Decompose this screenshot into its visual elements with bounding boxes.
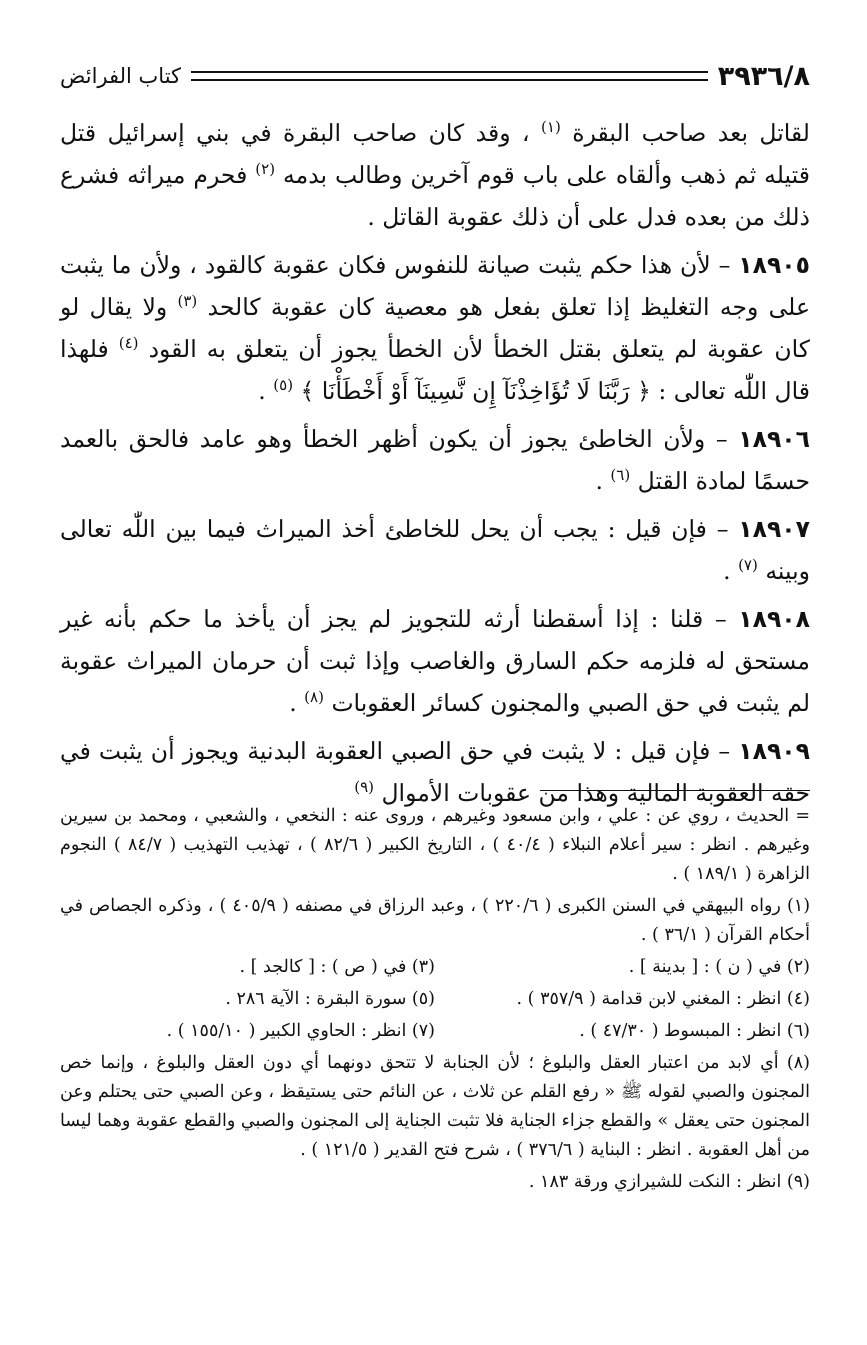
footnote-3: (٣) في ( ص ) : [ كالجد ] . bbox=[239, 957, 435, 977]
text-segment: – ولأن الخاطئ يجوز أن يكون أظهر الخطأ وهو عامد فالحق بالعمد حسمًا لمادة القتل bbox=[60, 425, 810, 495]
footnote-separator bbox=[540, 790, 810, 791]
footnote-9: (٩) انظر : النكت للشيرازي ورقة ١٨٣ . bbox=[528, 1172, 810, 1192]
header-double-rule bbox=[191, 71, 708, 81]
footnote-ref-6: (٦) bbox=[610, 466, 631, 485]
text-segment: . bbox=[723, 557, 731, 585]
text-segment: لقاتل بعد صاحب البقرة bbox=[572, 119, 810, 147]
quran-verse: ﴿ رَبَّنَا لَا تُؤَاخِذْنَآ إِن نَّسِينَآ أَوْ أَخْطَأْنَا ﴾ bbox=[300, 377, 651, 405]
footnote-row bbox=[60, 985, 810, 1014]
main-text bbox=[60, 112, 810, 820]
footnote-continued: = الحديث ، روي عن : علي ، وابن مسعود وغيرهم ، وروى عنه : النخعي ، والشعبي ، ومحمد بن سيرين وغيرهم . انظر : سير أعلام النبلاء ( ٤٠/٤ ) ، التاريخ الكبير ( ٨٢/٦ ) ، تهذيب التهذيب ( ٨٤/٧ ) النجوم الزاهرة ( ١٨٩/١ ) . bbox=[60, 806, 811, 884]
paragraph-number: ١٨٩٠٥ bbox=[738, 251, 810, 279]
text-segment: فلهذا قال اللّٰه تعالى : bbox=[60, 335, 810, 405]
paragraph-number: ١٨٩٠٨ bbox=[738, 605, 810, 633]
page-number: ٣٩٣٦/٨ bbox=[717, 60, 810, 92]
text-segment: . bbox=[258, 377, 266, 405]
paragraph-18905 bbox=[60, 244, 810, 412]
footnote-row bbox=[60, 953, 810, 982]
footnote-2: (٢) في ( ن ) : [ بدينة ] . bbox=[628, 957, 810, 977]
text-segment: ولا يقال لو كان عقوبة لم يتعلق بقتل الخطأ لأن الخطأ يجوز أن يتعلق به القود bbox=[60, 293, 810, 363]
footnote-8: (٨) أي لابد من اعتبار العقل والبلوغ ؛ لأن الجنابة لا تتحق دونهما أي دون العقل والبلوغ ، وإنما خص المجنون والصبي لقوله ﷺ « رفع القلم عن ثلاث ، عن النائم حتى يستيقظ ، وعن الصبي حتى يحتلم وعن المجنون حتى يعقل » والقطع جزاء الجناية فلا تثبت الجناية إلى المجنون والصبي والقطع عقوبة وهما ليسا من أهل العقوبة . انظر : البناية ( ٣٧٦/٦ ) ، شرح فتح القدير ( ١٢١/٥ ) . bbox=[60, 1053, 810, 1160]
book-title: كتاب الفرائض bbox=[60, 64, 182, 88]
paragraph-number: ١٨٩٠٩ bbox=[738, 737, 810, 765]
footnote-row bbox=[60, 1017, 810, 1046]
footnote-1: (١) رواه البيهقي في السنن الكبرى ( ٢٢٠/٦ ) ، وعبد الرزاق في مصنفه ( ٤٠٥/٩ ) ، وذكره الجصاص في أحكام القرآن ( ٣٦/١ ) . bbox=[60, 896, 811, 945]
text-segment: . bbox=[595, 467, 603, 495]
book-page bbox=[60, 50, 810, 1320]
text-segment: فحرم ميراثه فشرع ذلك من بعده فدل على أن ذلك عقوبة القاتل . bbox=[60, 161, 810, 231]
footnote-ref-3: (٣) bbox=[177, 292, 198, 311]
text-segment: ، وقد كان صاحب البقرة في بني إسرائيل قتل قتيله ثم ذهب وألقاه على باب قوم آخرين وطالب بدمه bbox=[60, 119, 810, 189]
footnote-ref-1: (١) bbox=[541, 118, 561, 137]
text-segment: – فإن قيل : يجب أن يحل للخاطئ أخذ الميراث فيما بين اللّٰه تعالى وبينه bbox=[60, 515, 810, 585]
footnote-7: (٧) انظر : الحاوي الكبير ( ١٥٥/١٠ ) . bbox=[166, 1021, 435, 1041]
footnote-5: (٥) سورة البقرة : الآية ٢٨٦ . bbox=[225, 989, 435, 1009]
footnote-ref-2: (٢) bbox=[255, 160, 276, 179]
footnote-ref-4: (٤) bbox=[118, 334, 139, 353]
footnote-ref-5: (٥) bbox=[273, 376, 294, 395]
footnote-ref-8: (٨) bbox=[304, 688, 324, 707]
paragraph-18908 bbox=[60, 598, 810, 724]
footnotes bbox=[60, 802, 810, 1200]
footnote-ref-7: (٧) bbox=[738, 556, 758, 575]
text-segment: . bbox=[289, 689, 297, 717]
paragraph-intro bbox=[60, 112, 810, 238]
page-header bbox=[60, 58, 810, 94]
paragraph-number: ١٨٩٠٦ bbox=[738, 425, 810, 453]
text-segment: – فإن قيل : لا يثبت في حق الصبي العقوبة البدنية ويجوز أن يثبت في حقه العقوبة المالية وهذا من عقوبات الأموال bbox=[60, 737, 810, 807]
footnote-ref-9: (٩) bbox=[354, 778, 374, 797]
text-segment: – قلنا : إذا أسقطنا أرثه للتجويز لم يجز أن يأخذ ما حكم بأنه غير مستحق له فلزمه حكم السارق والغاصب وإذا ثبت أن حرمان الميراث عقوبة لم يثبت في حق الصبي والمجنون كسائر العقوبات bbox=[60, 605, 810, 717]
paragraph-18906 bbox=[60, 418, 810, 502]
footnote-4: (٤) انظر : المغني لابن قدامة ( ٣٥٧/٩ ) . bbox=[516, 989, 810, 1009]
text-segment: – لأن هذا حكم يثبت صيانة للنفوس فكان عقوبة كالقود ، ولأن ما يثبت على وجه التغليظ إذا تعلق بفعل هو معصية كان عقوبة كالحد bbox=[60, 251, 810, 321]
paragraph-number: ١٨٩٠٧ bbox=[738, 515, 810, 543]
paragraph-18907 bbox=[60, 508, 810, 592]
footnote-6: (٦) انظر : المبسوط ( ٤٧/٣٠ ) . bbox=[579, 1021, 810, 1041]
